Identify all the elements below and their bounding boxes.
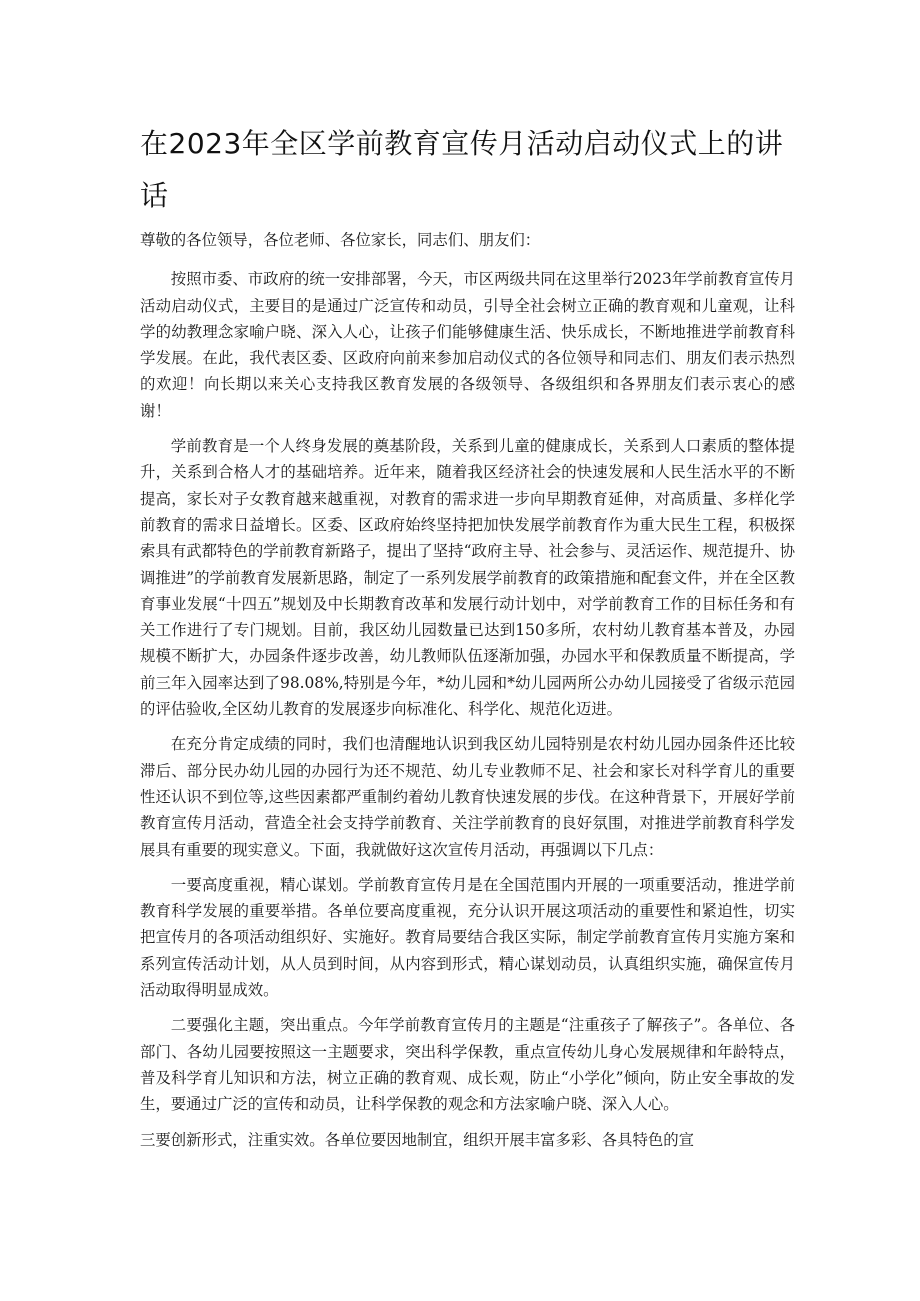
document-body bbox=[140, 227, 795, 1162]
document-title: 在2023年全区学前教育宣传月活动启动仪式上的讲话 bbox=[140, 127, 784, 212]
paragraph-achievements: 学前教育是一个人终身发展的奠基阶段，关系到儿童的健康成长，关系到人口素质的整体提升，关系到合格人才的基础培养。近年来，随着我区经济社会的快速发展和人民生活水平的不断提高，家长对子女教育越来越重视，对教育的需求进一步向早期教育延伸，对高质量、多样化学前教育的需求日益增长。区委、区政府始终坚持把加快发展学前教育作为重大民生工程，积极探索具有武都特色的学前教育新路子，提出了坚持“政府主导、社会参与、灵活运作、规范提升、协调推进”的学前教育发展新思路，制定了一系列发展学前教育的政策措施和配套文件，并在全区教育事业发展“十四五”规划及中长期教育改革和发展行动计划中，对学前教育工作的目标任务和有关工作进行了专门规划。目前，我区幼儿园数量已达到150多所，农村幼儿教育基本普及，办园规模不断扩大，办园条件逐步改善，幼儿教师队伍逐渐加强，办园水平和保教质量不断提高，学前三年入园率达到了98.08%,特别是今年，*幼儿园和*幼儿园两所公办幼儿园接受了省级示范园的评估验收,全区幼儿教育的发展逐步向标准化、科学化、规范化迈进。 bbox=[140, 437, 795, 719]
paragraph-point-one: 一要高度重视，精心谋划。学前教育宣传月是在全国范围内开展的一项重要活动，推进学前教育科学发展的重要举措。各单位要高度重视，充分认识开展这项活动的重要性和紧迫性，切实把宣传月的各项活动组织好、实施好。教育局要结合我区实际，制定学前教育宣传月实施方案和系列宣传活动计划，从人员到时间，从内容到形式，精心谋划动员，认真组织实施，确保宣传月活动取得明显成效。 bbox=[140, 875, 795, 1000]
paragraph-opening: 按照市委、市政府的统一安排部署，今天，市区两级共同在这里举行2023年学前教育宣传月活动启动仪式，主要目的是通过广泛宣传和动员，引导全社会树立正确的教育观和儿童观，让科学的幼教理念家喻户晓、深入人心，让孩子们能够健康生活、快乐成长，不断地推进学前教育科学发展。在此，我代表区委、区政府向前来参加启动仪式的各位领导和同志们、朋友们表示热烈的欢迎！向长期以来关心支持我区教育发展的各级领导、各级组织和各界朋友们表示衷心的感谢！ bbox=[140, 270, 795, 420]
paragraph-point-two: 二要强化主题，突出重点。今年学前教育宣传月的主题是“注重孩子了解孩子”。各单位、各部门、各幼儿园要按照这一主题要求，突出科学保教，重点宣传幼儿身心发展规律和年龄特点，普及科学育儿知识和方法，树立正确的教育观、成长观，防止“小学化”倾向，防止安全事故的发生，要通过广泛的宣传和动员，让科学保教的观念和方法家喻户晓、深入人心。 bbox=[140, 1016, 795, 1114]
paragraph-challenges: 在充分肯定成绩的同时，我们也清醒地认识到我区幼儿园特别是农村幼儿园办园条件还比较滞后、部分民办幼儿园的办园行为还不规范、幼儿专业教师不足、社会和家长对科学育儿的重要性还认识不到位等,这些因素都严重制约着幼儿教育快速发展的步伐。在这种背景下，开展好学前教育宣传月活动，营造全社会支持学前教育、关注学前教育的良好氛围，对推进学前教育科学发展具有重要的现实意义。下面，我就做好这次宣传月活动，再强调以下几点： bbox=[140, 735, 795, 859]
greeting-line: 尊敬的各位领导，各位老师、各位家长，同志们、朋友们： bbox=[140, 231, 541, 249]
paragraph-point-three: 三要创新形式，注重实效。各单位要因地制宜，组织开展丰富多彩、各具特色的宣 bbox=[140, 1130, 695, 1149]
